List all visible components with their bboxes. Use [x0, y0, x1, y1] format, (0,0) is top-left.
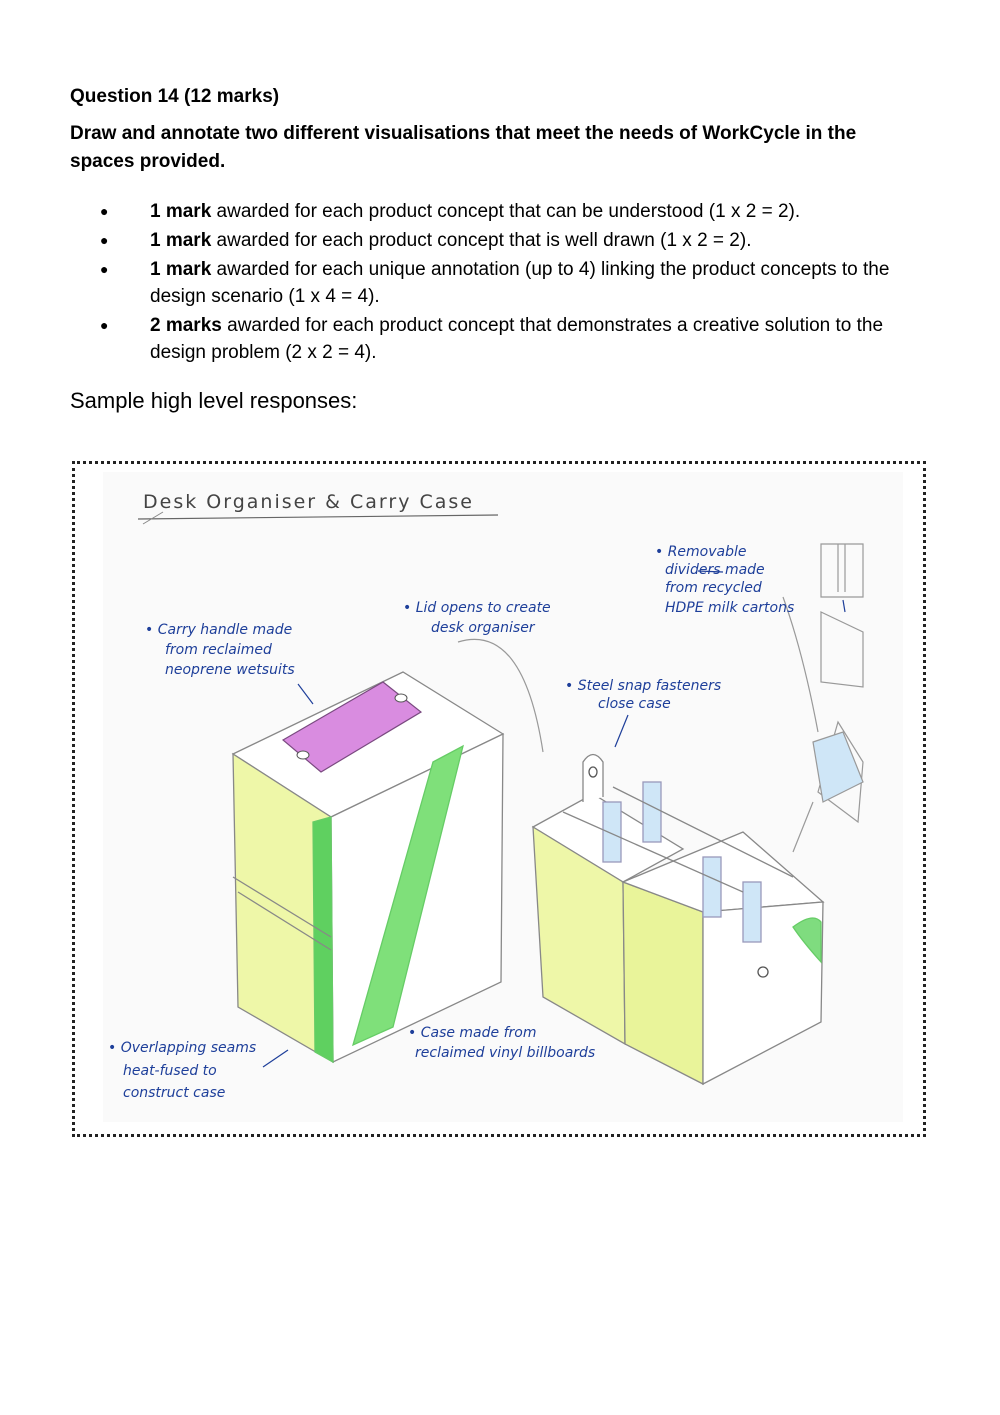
criteria-text: awarded for each unique annotation (up to 4) linking the product concepts to the design scenario (1 x 4 = 4). — [150, 259, 890, 307]
marking-criteria-list — [70, 198, 930, 368]
criteria-text: awarded for each product concept that can be understood (1 x 2 = 2). — [211, 201, 801, 222]
bullet-icon: ● — [100, 203, 109, 219]
question-instruction: Draw and annotate two different visualisations that meet the needs of WorkCycle in the spaces provided. — [70, 123, 857, 172]
note-billboards: • Case made from reclaimed vinyl billboards — [408, 1025, 596, 1061]
sketch-title: Desk Organiser & Carry Case — [143, 491, 474, 513]
bullet-icon: ● — [100, 317, 109, 333]
note-dividers: • Removable dividers made from recycled HDPE milk cartons — [655, 544, 795, 616]
criteria-marks: 1 mark — [150, 201, 212, 222]
concept-sketch — [103, 472, 903, 1122]
criteria-item — [70, 198, 930, 225]
criteria-marks: 1 mark — [150, 230, 212, 251]
criteria-marks: 2 marks — [150, 315, 222, 336]
bullet-icon: ● — [100, 261, 109, 277]
note-seams: • Overlapping seams heat-fused to construct case — [108, 1040, 257, 1101]
criteria-marks: 1 mark — [150, 259, 212, 280]
note-handle: • Carry handle made from reclaimed neoprene wetsuits — [145, 622, 295, 678]
question-heading: Question 14 (12 marks) — [70, 86, 280, 107]
note-lid: • Lid opens to create desk organiser — [403, 600, 551, 636]
response-box — [72, 461, 926, 1137]
criteria-item — [70, 312, 930, 366]
bullet-icon: ● — [100, 232, 109, 248]
criteria-item — [70, 256, 930, 310]
sample-responses-label: Sample high level responses: — [70, 388, 358, 413]
criteria-text: awarded for each product concept that is well drawn (1 x 2 = 2). — [211, 230, 752, 251]
criteria-item — [70, 227, 930, 254]
criteria-text: awarded for each product concept that demonstrates a creative solution to the design problem (2 x 2 = 4). — [150, 315, 884, 363]
note-fasteners: • Steel snap fasteners close case — [565, 678, 722, 712]
